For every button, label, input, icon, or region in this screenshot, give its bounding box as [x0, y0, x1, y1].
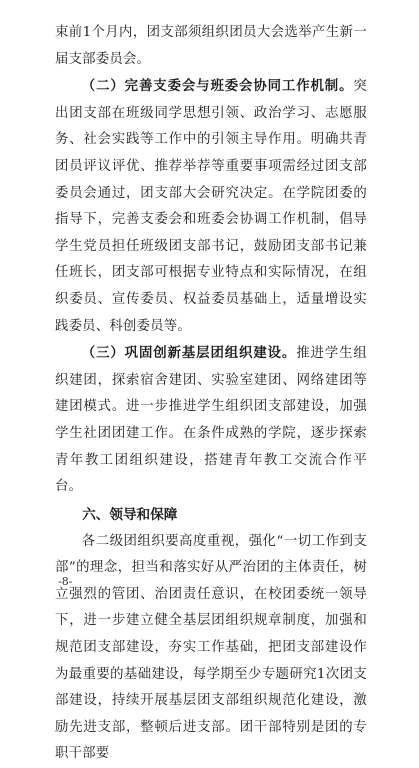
paragraph-text: 突出团支部在班级同学思想引领、政治学习、志愿服务、社会实践等工作中的引领主导作用。明确共青团员评议评优、推荐举荐等重要事项需经过团支部委员会通过，团支部大会研究决定。在学院团委的指导下，完善支委会和班委会协调工作机制，倡导学生党员担任班级团支部书记，鼓励团支部书记兼任班长，团支部可根据专业特点和实际情况，在组织委员、宣传委员、权益委员基础上，适量增设实践委员、科创委员等。 — [55, 79, 367, 334]
subsection-title: （二）完善支委会与班委会协同工作机制。 — [81, 78, 354, 95]
page-number: -8- — [58, 575, 73, 588]
paragraph-collaboration-mechanism — [55, 73, 367, 340]
paragraph-text: 各二级团组织要高度重视，强化“一切工作到支部”的理念，担当和落实好从严治团的主体责任，树立强烈的管团、治团责任意识，在校团委统一领导下，进一步建立健全基层团组织规章制度，加强和规范团支部建设，夯实工作基础，把团支部建设作为最重要的基础建设，每学期至少专题研究1次团支部建设，持续开展基层团支部组织规范化建设，激励先进支部，整顿后进支部。团干部特别是团的专职干部要 — [55, 533, 367, 762]
paragraph-continuation — [55, 20, 367, 73]
paragraph-leadership — [55, 529, 367, 768]
subsection-title: （三）巩固创新基层团组织建设。 — [81, 345, 297, 362]
section-heading: 六、领导和保障 — [82, 506, 178, 523]
paragraph-text: 束前1个月内，团支部须组织团员大会选举产生新一届支部委员会。 — [55, 25, 367, 67]
paragraph-grassroots-organization — [55, 340, 367, 501]
paragraph-text: 推进学生组织建团，探索宿舍建团、实验室建团、网络建团等建团模式。进一步推进学生组织团支部建设，加强学生社团团建工作。在条件成熟的学院，逐步探索青年教工团组织建设，搭建青年教工交流合作平台。 — [55, 346, 368, 495]
